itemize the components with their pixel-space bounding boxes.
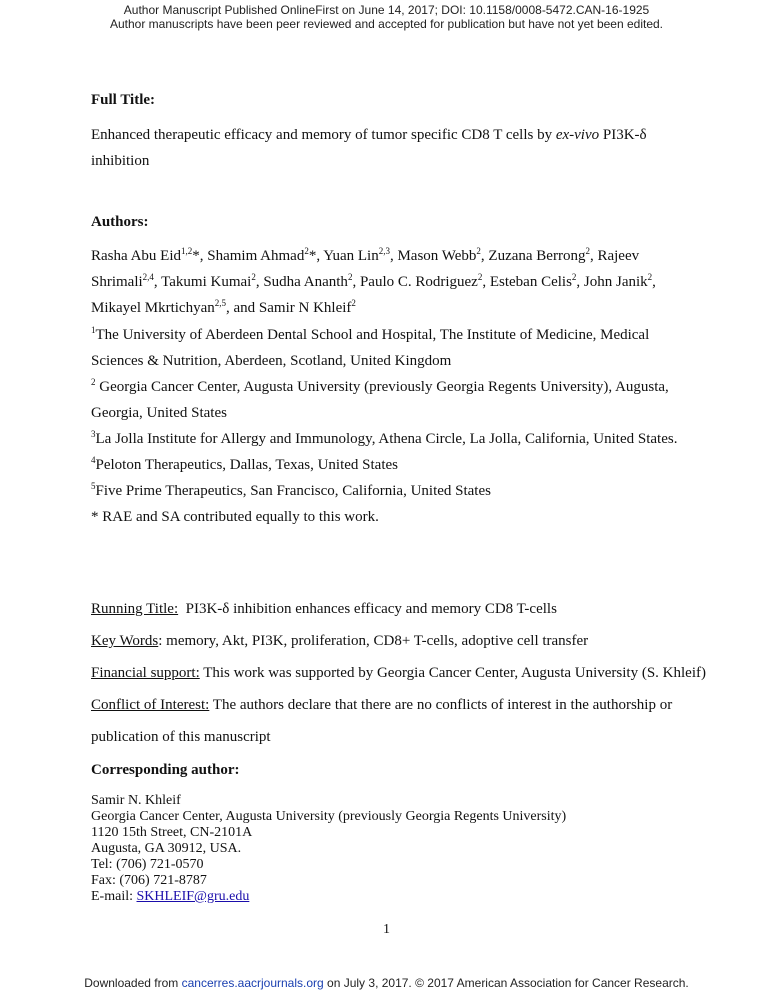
- author-aff: 2,3: [378, 246, 390, 256]
- author-aff: 2: [347, 272, 353, 282]
- corresponding-heading: Corresponding author:: [91, 762, 240, 778]
- title-part: PI3K-δ: [599, 127, 647, 143]
- financial-support-label: Financial support:: [91, 665, 200, 681]
- affiliation-item: [91, 478, 683, 504]
- author-suffix: ,: [480, 248, 489, 264]
- conflict-label: Conflict of Interest:: [91, 697, 210, 713]
- author-name: Rajeev Shrimali: [91, 248, 640, 290]
- key-words-text: : memory, Akt, PI3K, proliferation, CD8+ T-cells, adoptive cell transfer: [158, 633, 589, 649]
- conflict-of-interest: [91, 692, 691, 718]
- corresponding-org: Georgia Cancer Center, Augusta University (previously Georgia Regents University): [91, 809, 567, 824]
- author-name: Paulo C. Rodriguez: [359, 274, 478, 290]
- title-italic: ex-vivo: [555, 127, 600, 143]
- affiliation-item: [91, 426, 683, 452]
- corresponding-city: Augusta, GA 30912, USA.: [91, 841, 242, 856]
- author-suffix: *,: [308, 248, 324, 264]
- author-suffix: ,: [652, 274, 656, 290]
- corresponding-fax: Fax: (706) 721-8787: [91, 873, 207, 888]
- author-aff: 1,2: [181, 246, 193, 256]
- author-aff: 2: [351, 298, 356, 308]
- author-name: Sudha Ananth: [263, 274, 348, 290]
- author-suffix: ,: [576, 274, 584, 290]
- title-part: Enhanced therapeutic efficacy and memory of tumor specific CD8 T cells by: [91, 127, 556, 143]
- author-name: Shamim Ahmad: [207, 248, 305, 264]
- author-suffix: ,: [589, 248, 598, 264]
- footer-prefix: Downloaded from: [84, 976, 182, 990]
- running-title-label: Running Title:: [91, 601, 179, 617]
- author-aff: 2: [647, 272, 653, 282]
- affiliation-text: Peloton Therapeutics, Dallas, Texas, United States: [95, 457, 398, 473]
- author-aff: 2: [571, 272, 577, 282]
- affiliation-number: 2: [91, 377, 96, 387]
- corresponding-name: Samir N. Khleif: [91, 793, 181, 808]
- affiliation-item: [91, 452, 683, 478]
- equal-contribution-note: * RAE and SA contributed equally to this work.: [91, 509, 379, 525]
- corresponding-street: 1120 15th Street, CN-2101A: [91, 825, 253, 840]
- author-aff: 2: [477, 272, 483, 282]
- key-words-label: Key Words: [91, 633, 159, 649]
- affiliations: [91, 322, 683, 530]
- manuscript-header: [0, 3, 773, 31]
- affiliation-number: 3: [91, 429, 96, 439]
- author-suffix: ,: [482, 274, 490, 290]
- author-name: Mikayel Mkrtichyan: [91, 300, 215, 316]
- author-suffix: ,: [352, 274, 360, 290]
- header-line-1: Author Manuscript Published OnlineFirst on June 14, 2017; DOI: 10.1158/0008-5472.CAN-16-1925: [123, 3, 650, 17]
- affiliation-number: 5: [91, 481, 96, 491]
- authors-heading: Authors:: [91, 214, 149, 230]
- affiliation-item: [91, 374, 683, 426]
- author-aff: 2: [585, 246, 590, 256]
- key-words: [91, 628, 691, 654]
- author-name: Zuzana Berrong: [488, 248, 586, 264]
- author-aff: 2: [476, 246, 481, 256]
- author-aff: 2: [304, 246, 309, 256]
- author-name: Rasha Abu Eid: [91, 248, 181, 264]
- affiliation-text: Five Prime Therapeutics, San Francisco, California, United States: [95, 483, 491, 499]
- author-name: Yuan Lin: [323, 248, 379, 264]
- running-title-text: PI3K-δ inhibition enhances efficacy and memory CD8 T-cells: [178, 601, 557, 617]
- footer-journal-link[interactable]: cancerres.aacrjournals.org: [181, 976, 324, 990]
- author-suffix: *,: [192, 248, 208, 264]
- author-aff: 2,4: [142, 272, 154, 282]
- full-title-heading: Full Title:: [91, 92, 156, 108]
- title-part: inhibition: [91, 153, 150, 169]
- corresponding-tel: Tel: (706) 721-0570: [91, 857, 204, 872]
- email-link[interactable]: SKHLEIF@gru.edu: [136, 889, 250, 904]
- author-aff: 2,5: [214, 298, 226, 308]
- author-suffix: , and: [225, 300, 259, 316]
- conflict-continuation: publication of this manuscript: [91, 729, 271, 745]
- full-title-text: [91, 122, 691, 174]
- download-footer: [0, 976, 773, 990]
- running-title: [91, 596, 691, 622]
- conflict-text: The authors declare that there are no conflicts of interest in the authorship or: [209, 697, 673, 713]
- email-label: E-mail:: [91, 889, 137, 904]
- financial-support: [91, 660, 711, 686]
- financial-support-text: This work was supported by Georgia Cancer Center, Augusta University (S. Khleif): [199, 665, 706, 681]
- author-suffix: ,: [255, 274, 264, 290]
- affiliation-text: The University of Aberdeen Dental School and Hospital, The Institute of Medicine, Medical Sciences & Nutrition, Aberdeen, Scotland, United Kingdom: [91, 327, 650, 369]
- page-number: 1: [383, 922, 390, 937]
- corresponding-address: [91, 793, 691, 905]
- affiliation-text: Georgia Cancer Center, Augusta University (previously Georgia Regents University), Augusta, Georgia, United States: [91, 379, 669, 421]
- author-name: Takumi Kumai: [161, 274, 252, 290]
- authors-list: [91, 243, 681, 321]
- author-suffix: ,: [153, 274, 162, 290]
- author-name: Mason Webb: [397, 248, 477, 264]
- author-name: Samir N Khleif: [258, 300, 352, 316]
- affiliation-number: 4: [91, 455, 96, 465]
- footer-suffix: on July 3, 2017. © 2017 American Association for Cancer Research.: [323, 976, 689, 990]
- affiliation-number: 1: [91, 325, 96, 335]
- affiliation-item: [91, 322, 683, 374]
- corresponding-email-line: [91, 889, 691, 905]
- author-name: Esteban Celis: [489, 274, 572, 290]
- author-name: John Janik: [583, 274, 648, 290]
- author-suffix: ,: [389, 248, 398, 264]
- author-aff: 2: [251, 272, 256, 282]
- affiliation-text: La Jolla Institute for Allergy and Immunology, Athena Circle, La Jolla, California, United States.: [95, 431, 678, 447]
- header-line-2: Author manuscripts have been peer reviewed and accepted for publication but have not yet been edited.: [109, 17, 664, 31]
